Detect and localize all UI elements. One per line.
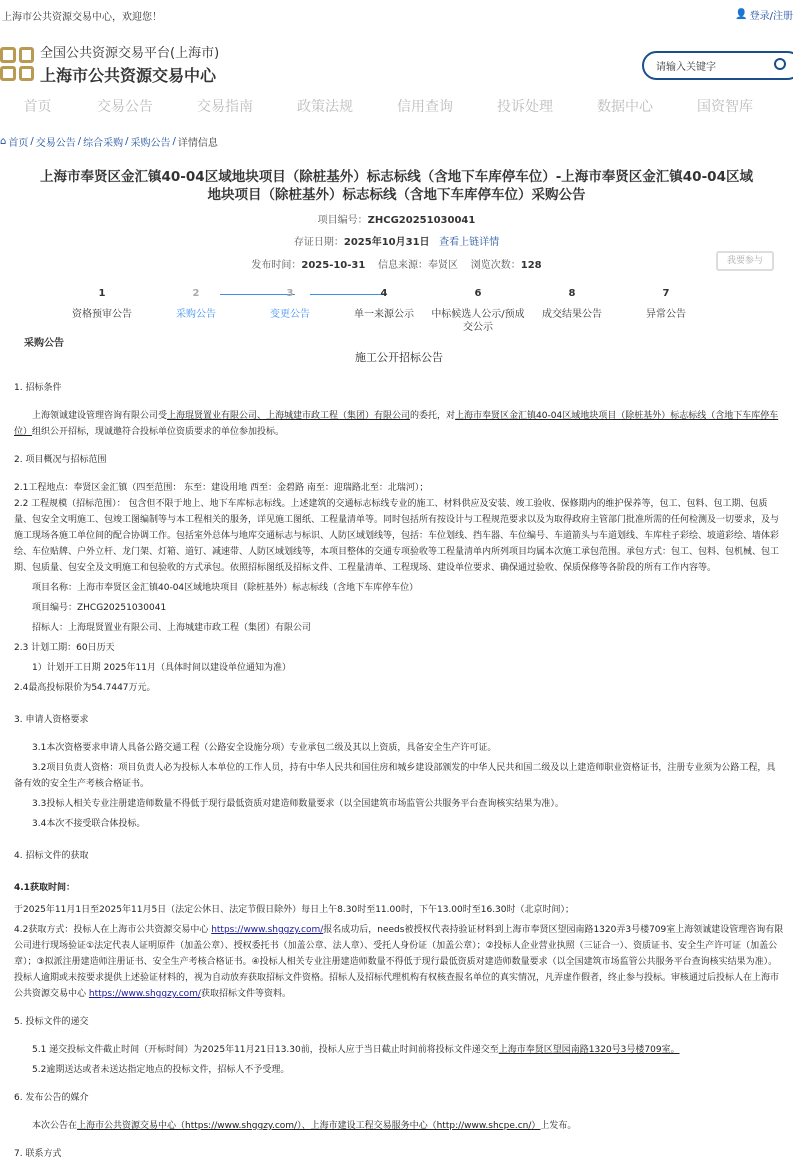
search-input[interactable]: 请输入关键字 [642,51,793,80]
join-button[interactable]: 我要参与 [716,251,774,271]
heading-7: 7. 联系方式 [14,1149,62,1159]
logo-subtitle: 全国公共资源交易平台(上海市) [40,46,220,61]
chain-detail-link[interactable]: 查看上链详情 [439,237,500,248]
logo-title: 上海市公共资源交易中心 [40,66,217,85]
breadcrumb-purchase[interactable]: 采购公告 [130,138,171,149]
nav-data[interactable]: 数据中心 [597,99,653,115]
paragraph: 4.2获取方式：投标人在上海市公共资源交易中心 https://www.shggzy.com/报名成功后，needs被授权代表持验证材料到上海市奉贤区望园南路1320弄3号楼709室上海领诚建设管理咨询有限公司进行现场验证①法定代表人证明原件（加盖公章）、授权委托书（加盖公章、法人章）、受托人身份证（加盖公章）；②投标人企业营业执照（三证合一）、资质证书、安全生产许可证（加盖公章）；③拟派注册建造师注册证书、安全生产考核合格证书。④投标人相关专业注册建造师数量不得低于现行最低资质对建造师数量要求（以全国建筑市场监管公共服务平台查询核实结果为准）。投标人逾期或未按要求提供上述验证材料的，视为自动放弃获取招标文件资格。招标人及招标代理机构有权核查报名单位的真实情况，凡弄虚作假者，终止参与投标。审核通过后投标人在上海市公共资源交易中心 https://www.shggzy.com/获取招标文件等资料。 [14,925,784,999]
heading-2: 2. 项目概况与招标范围 [14,455,107,465]
step-purchase[interactable]: 2 采购公告 [176,288,216,320]
nav-think-tank[interactable]: 国资智库 [697,99,753,115]
shggzy-link[interactable]: https://www.shggzy.com/ [88,989,201,999]
paragraph: 于2025年11月1日至2025年11月5日（法定公休日、法定节假日除外）每日上午8.30时至11.00时，下午13.00时至16.30时（北京时间）； [14,905,575,915]
step-abnormal[interactable]: 7 异常公告 [646,288,686,320]
welcome-text: 上海市公共资源交易中心，欢迎您！ [2,12,162,23]
notice-heading: 施工公开招标公告 [355,351,443,364]
paragraph: 4.1获取时间： [14,883,75,893]
user-icon: 👤 [735,9,748,20]
step-change[interactable]: 3 变更公告 [270,288,310,320]
logo-icon [0,47,34,81]
heading-3: 3. 申请人资格要求 [14,715,89,725]
breadcrumb-procurement[interactable]: 综合采购 [83,138,124,149]
step-prequal[interactable]: 1 资格预审公告 [72,288,132,320]
nav-policy[interactable]: 政策法规 [297,99,353,115]
paragraph: 项目编号：ZHCG20251030041 [32,603,167,613]
process-steps [55,288,745,334]
paragraph: 5.1 递交投标文件截止时间（开标时间）为2025年11月21日13.30前，投标人应于当日截止时间前将投标文件递交至上海市奉贤区望园南路1320号3号楼709室。 [32,1045,680,1055]
heading-1: 1. 招标条件 [14,383,62,393]
search-icon[interactable] [774,58,786,70]
shggzy-link[interactable]: https://www.shggzy.com/ [211,925,324,935]
paragraph: 招标人：上海琨贤置业有限公司、上海城建市政工程（集团）有限公司 [32,623,312,633]
publish-info: 发布时间：2025-10-31 信息来源：奉贤区 浏览次数：128 [251,260,542,271]
nav-guide[interactable]: 交易指南 [197,99,253,115]
home-icon: ⌂ [0,136,7,147]
nav-home[interactable]: 首页 [23,99,52,115]
heading-5: 5. 投标文件的递交 [14,1017,89,1027]
heading-4: 4. 招标文件的获取 [14,851,89,861]
paragraph: 3.2项目负责人资格：项目负责人必为投标人本单位的工作人员，持有中华人民共和国住房和城乡建设部颁发的中华人民共和国二级及以上建造师职业资格证书，注册专业须为公路工程，具备有效的安全生产考核合格证书。 [14,763,776,789]
step-candidate[interactable]: 6 中标候选人公示/预成交公示 [431,288,525,333]
paragraph: 5.2逾期送达或者未送达指定地点的投标文件，招标人不予受理。 [32,1065,290,1075]
paragraph: 上海领诚建设管理咨询有限公司受上海琨贤置业有限公司、上海城建市政工程（集团）有限公司的委托，对上海市奉贤区金汇镇40-04区域地块项目（除桩基外）标志标线（含地下车库停车位）组织公开招标，现诚邀符合投标单位资质要求的单位参加投标。 [14,411,779,437]
heading-6: 6. 发布公告的媒介 [14,1093,89,1103]
section-title: 采购公告 [24,338,64,349]
paragraph: 3.3投标人相关专业注册建造师数量不得低于现行最低资质对建造师数量要求（以全国建筑市场监管公共服务平台查询核实结果为准）。 [32,799,564,809]
paragraph: 3.1本次资格要求申请人具备公路交通工程（公路安全设施分项）专业承包二级及其以上资质，具备安全生产许可证。 [32,743,497,753]
paragraph: 2.2 工程规模（招标范围）： 包含但不限于地上、地下车库标志标线。上述建筑的交通标志标线专业的施工、材料供应及安装、竣工验收、保修期内的维护保养等，包工、包料、包工期、包质量、包安全文明施工、包竣工图编制等与本工程相关的服务，详见施工图纸、工程量清单等。同时包括所有按设计与工程规范要求以及为取得政府主管部门批准所需的任何检测及一切要求，及与施工现场各施工单位间的配合协调工作。包括室外总体与地库交通标志与标识、人防区域划线等，包括：车位划线、挡车器、车位编号、车道箭头与车道划线、车库柱子彩绘、坡道彩绘、墙体彩绘、车位贴牌、户外立杆、龙门架、灯箱、道钉、减速带、人防区域划线等，本项目整体的交通专项验收等工程量清单内所列项目均属本次施工承包范围。承包方式：包工、包料、包机械、包工期、包质量、包安全及文明施工和包验收的方式承包。依照招标图纸及招标文件、工程量清单、工程现场、建设单位要求、确保通过验收、保质保修等各阶段的所有工作内容等。 [14,499,780,573]
step-single-source[interactable]: 4 单一来源公示 [354,288,414,320]
nav-complaint[interactable]: 投诉处理 [497,99,553,115]
notice-body [14,350,784,1162]
deposit-info: 存证日期：2025年10月31日 查看上链详情 [293,237,500,248]
main-nav [0,96,793,116]
paragraph: 2.3 计划工期：60日历天 [14,643,115,653]
breadcrumb-notices[interactable]: 交易公告 [35,138,76,149]
breadcrumb-current: 详情信息 [177,138,218,149]
nav-notices[interactable]: 交易公告 [97,99,153,115]
paragraph: 本次公告在上海市公共资源交易中心（https://www.shggzy.com/）、上海市建设工程交易服务中心（http://www.shcpe.cn/）上发布。 [32,1121,577,1131]
breadcrumb-home[interactable]: 首页 [8,138,29,149]
project-number: 项目编号：ZHCG20251030041 [317,215,476,226]
page-title: 上海市奉贤区金汇镇40-04区域地块项目（除桩基外）标志标线（含地下车库停车位）-上海市奉贤区金汇镇40-04区域地块项目（除桩基外）标志标线（含地下车库停车位）采购公告 [40,169,753,203]
paragraph: 2.4最高投标限价为54.7447万元。 [14,683,156,693]
paragraph: 2.1工程地点：奉贤区金汇镇（四至范围： 东至：建设用地 西至：金碧路 南至：迎瑞路北至：北瑞河）； [14,483,429,493]
paragraph: 1）计划开工日期 2025年11月（具体时间以建设单位通知为准） [32,663,291,673]
paragraph: 3.4本次不接受联合体投标。 [32,819,146,829]
login-link[interactable]: 👤 登录/注册 [735,9,793,22]
paragraph: 项目名称：上海市奉贤区金汇镇40-04区域地块项目（除桩基外）标志标线（含地下车库停车位） [32,583,419,593]
breadcrumb: ⌂ 首页 / 交易公告 / 综合采购 / 采购公告 / 详情信息 [0,136,218,149]
step-result[interactable]: 8 成交结果公告 [542,288,602,320]
site-logo[interactable] [0,42,219,86]
nav-credit[interactable]: 信用查询 [397,99,453,115]
